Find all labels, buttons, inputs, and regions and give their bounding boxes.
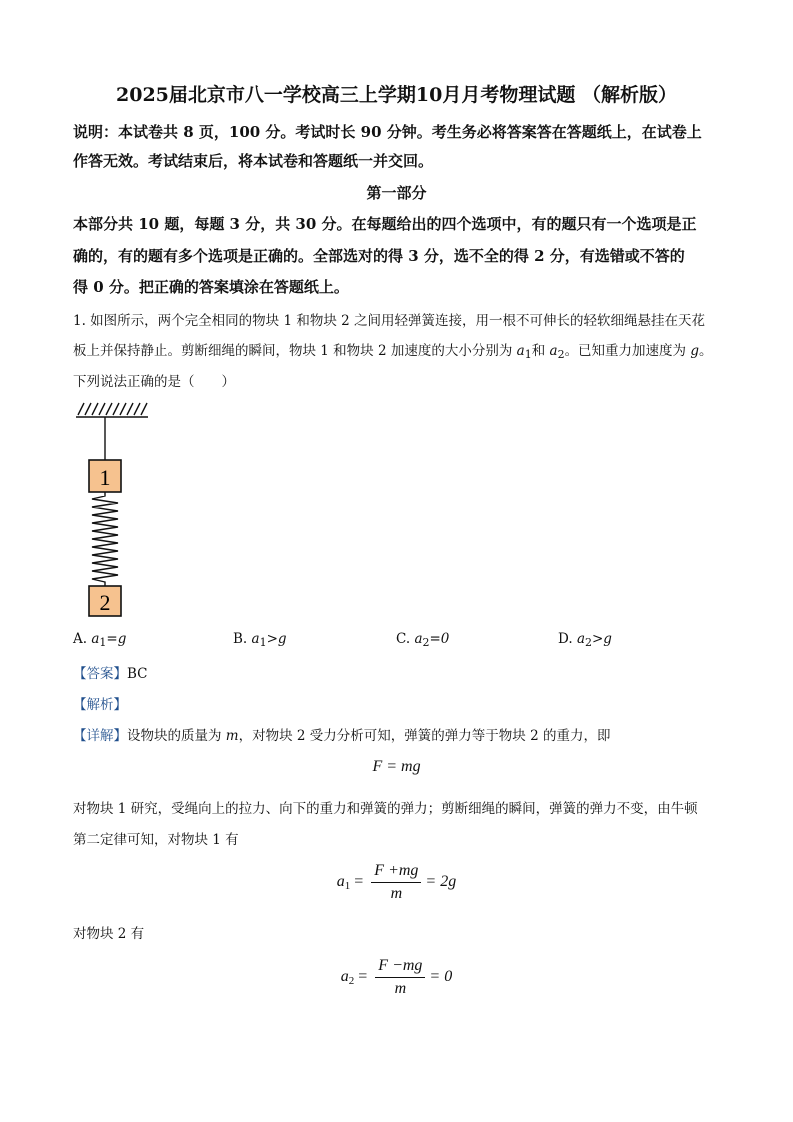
instructions-line-2: 作答无效。考试结束后，将本试卷和答题纸一并交回。 [73, 152, 434, 170]
spring-block-figure [70, 398, 160, 620]
detail-para-2-line-1: 对物块 1 研究，受绳向上的拉力、向下的重力和弹簧的弹力；剪断细绳的瞬间，弹簧的弹力不变，由牛顿 [73, 801, 698, 817]
block-2-label: 2 [99, 590, 111, 615]
equation-2: $a_1$ = $\frac{F +mg}{m}$ = 2g [336, 862, 457, 902]
answer-line [73, 662, 148, 682]
block-1-label: 1 [99, 465, 111, 490]
section-heading: 第一部分 [366, 184, 427, 202]
detail-para-3: 对物块 2 有 [73, 926, 145, 942]
section-intro-line-3: 得 0 分。把正确的答案填涂在答题纸上。 [73, 278, 349, 296]
section-intro-line-1: 本部分共 10 题，每题 3 分，共 30 分。在每题给出的四个选项中，有的题只有一个选项是正 [73, 215, 697, 233]
answer-value: BC [127, 666, 148, 682]
ceiling-hatch [76, 403, 148, 417]
detail-para-2-line-2: 第二定律可知，对物块 1 有 [73, 832, 239, 848]
section-intro-line-2: 确的，有的题有多个选项是正确的。全部选对的得 3 分，选不全的得 2 分，有选错或不答的 [73, 247, 685, 265]
analysis-label: 【解析】 [73, 697, 127, 713]
question-1-line-1: 1. 如图所示，两个完全相同的物块 1 和物块 2 之间用轻弹簧连接，用一根不可伸长的轻软细绳悬挂在天花 [73, 313, 706, 329]
question-1-line-3: 下列说法正确的是（ ） [73, 374, 235, 390]
spring [92, 492, 118, 586]
equation-1: F = mg [372, 758, 421, 775]
answer-label: 【答案】 [73, 666, 127, 682]
option-c: C. $a_2=0$ [396, 631, 450, 649]
document-title: 2025届北京市八一学校高三上学期10月月考物理试题 （解析版） [116, 84, 677, 106]
equation-3: $a_2$ = $\frac{F -mg}{m}$ = 0 [340, 957, 453, 997]
detail-label: 【详解】 [73, 728, 127, 744]
option-b: B. $a_1>g$ [233, 631, 287, 649]
question-1-line-2: 板上并保持静止。剪断细绳的瞬间，物块 1 和物块 2 加速度的大小分别为 $a_1$和 $a_2$。已知重力加速度为 g。 [73, 343, 713, 361]
option-d: D. $a_2>g$ [558, 631, 612, 649]
instructions-line-1: 说明：本试卷共 8 页，100 分。考试时长 90 分钟。考生务必将答案答在答题纸上，在试卷上 [73, 123, 702, 141]
option-a: A. $a_1=g$ [73, 631, 127, 649]
detail-line-1: 【详解】设物块的质量为 m，对物块 2 受力分析可知，弹簧的弹力等于物块 2 的重力，即 [73, 728, 611, 744]
